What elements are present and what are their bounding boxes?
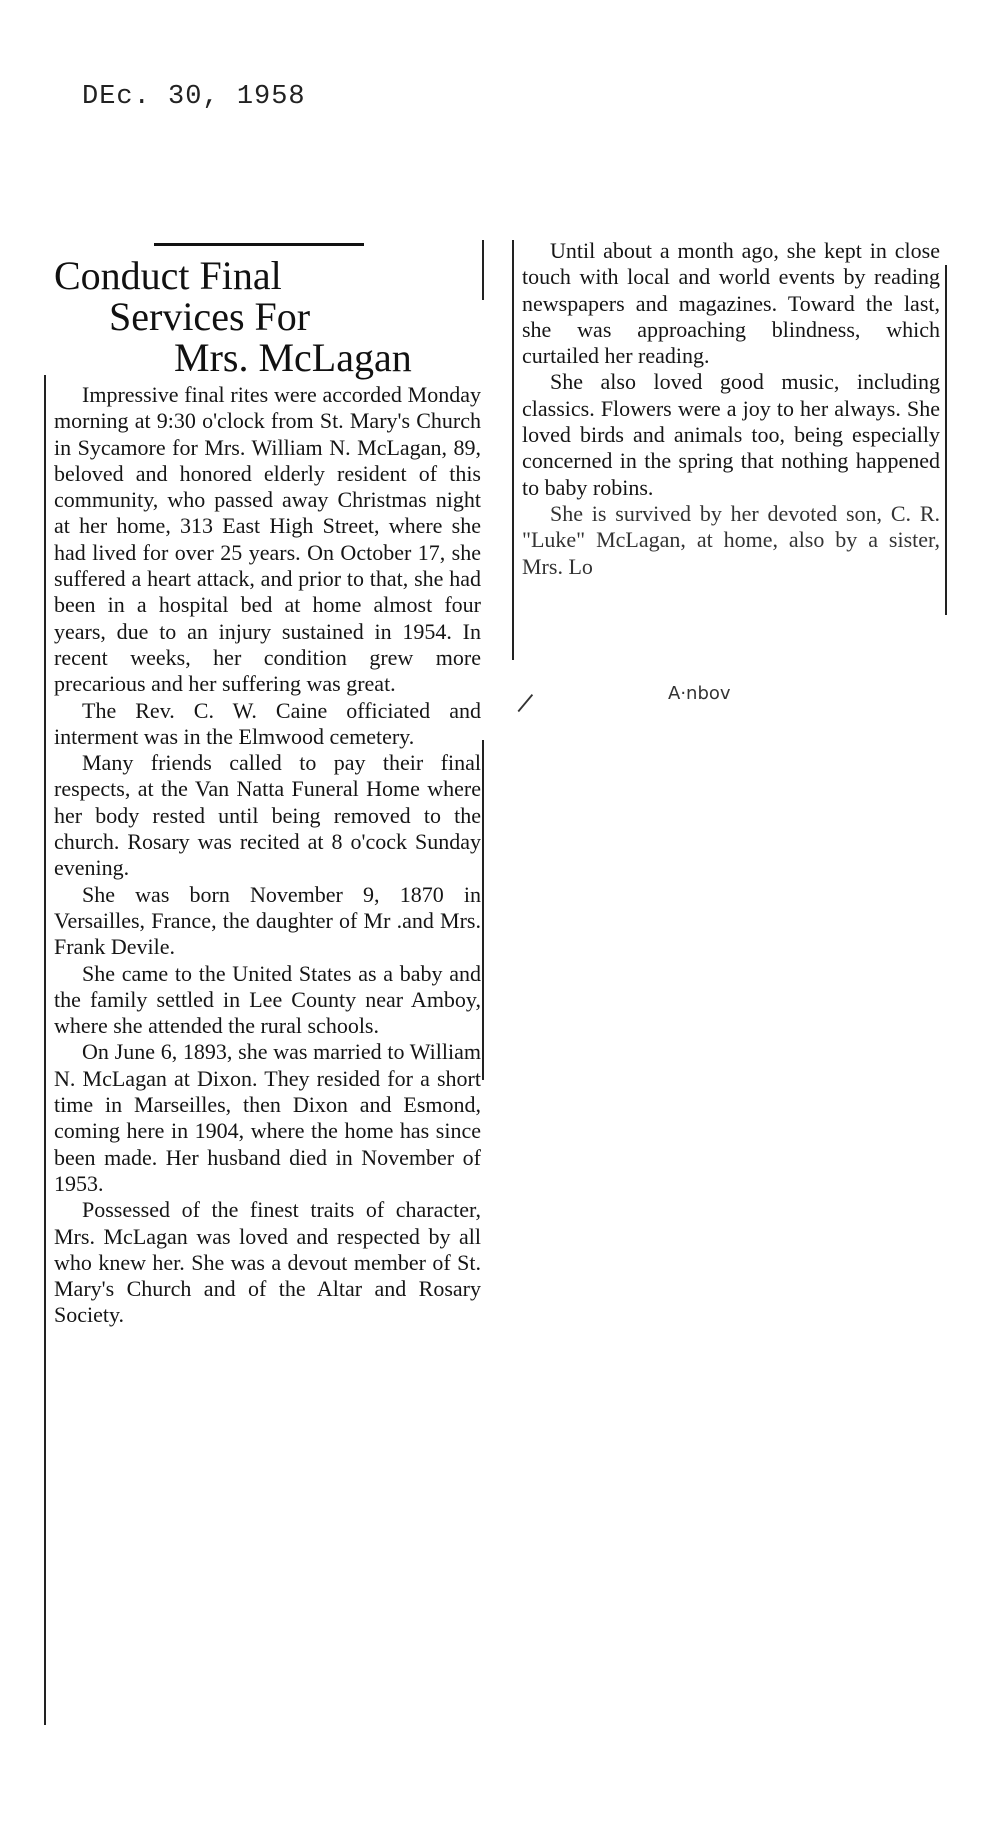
article-paragraph: The Rev. C. W. Caine officiated and interment was in the Elmwood cemetery. xyxy=(54,697,481,749)
article-paragraph: Impressive final rites were accorded Monday morning at 9:30 o'clock from St. Mary's Church in Sycamore for Mrs. William N. McLagan, 89, beloved and honored elderly resident of this community, who passed away Christmas night at her home, 313 East High Street, where she had lived for over 25 years. On October 17, she suffered a heart attack, and prior to that, she had been in a hospital bed at home almost four years, due to an injury sustained in 1954. In recent weeks, her condition grew more precarious and her suffering was great. xyxy=(54,382,481,697)
tear-mark: | xyxy=(514,690,537,715)
article-paragraph: Until about a month ago, she kept in close touch with local and world events by reading newspapers and magazines. Toward the last, she was approaching blindness, which curtailed her reading. xyxy=(522,238,940,369)
article-paragraph: Many friends called to pay their final respects, at the Van Natta Funeral Home where her body rested until being removed to the church. Rosary was recited at 8 o'cock Sunday evening. xyxy=(54,750,481,881)
article-paragraph: She was born November 9, 1870 in Versailles, France, the daughter of Mr .and Mrs. Frank Devile. xyxy=(54,881,481,960)
article-left-column xyxy=(54,238,481,1329)
column-rule-left xyxy=(44,375,46,1725)
column-rule-top-right xyxy=(482,240,484,300)
headline-line-1: Conduct Final xyxy=(54,253,282,298)
article-right-column xyxy=(522,238,940,580)
article-paragraph: On June 6, 1893, she was married to William N. McLagan at Dixon. They resided for a short time in Marseilles, then Dixon and Esmond, coming here in 1904, where the home has since been made. Her husband died in November of 1953. xyxy=(54,1039,481,1196)
headline xyxy=(54,255,481,378)
torn-fragment: A·nbov xyxy=(668,683,731,704)
column-rule-middle xyxy=(482,740,484,1080)
article-paragraph: She also loved good music, including classics. Flowers were a joy to her always. She loved birds and animals too, being especially concerned in the spring that nothing happened to baby robins. xyxy=(522,369,940,500)
article-paragraph: She came to the United States as a baby and the family settled in Lee County near Amboy, where she attended the rural schools. xyxy=(54,960,481,1039)
dateline: DEc. 30, 1958 xyxy=(82,82,306,112)
column-rule-right-edge xyxy=(945,265,947,615)
article-paragraph: Possessed of the finest traits of character, Mrs. McLagan was loved and respected by all who knew her. She was a devout member of St. Mary's Church and of the Altar and Rosary Society. xyxy=(54,1197,481,1328)
article-paragraph-torn: She is survived by her devoted son, C. R. "Luke" McLagan, at home, also by a sister, Mrs. Lo xyxy=(522,500,940,579)
headline-line-2: Services For xyxy=(109,294,311,339)
column-rule-right-left xyxy=(512,240,514,660)
headline-line-3: Mrs. McLagan xyxy=(174,335,412,380)
